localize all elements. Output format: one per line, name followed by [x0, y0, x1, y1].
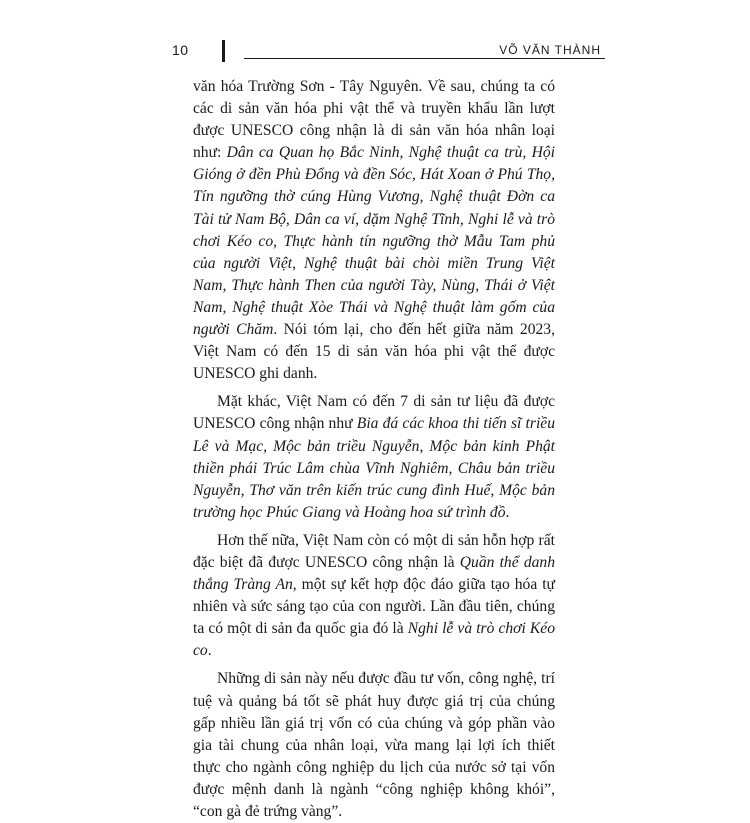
text-segment: Hơn thế nữa, Việt Nam còn có một di sản hỗn hợp rất đặc biệt đã được UNESCO công nhận là [193, 531, 555, 571]
header-rule-line [244, 58, 605, 59]
text-segment: Mặt khác, Việt Nam có đến 7 di sản tư liệu đã được UNESCO công nhận như [193, 393, 555, 433]
italic-segment: Quần thể danh thắng Tràng An [193, 553, 556, 594]
italic-segment: Dân ca Quan họ Bắc Ninh, Nghệ thuật ca trù, Hội Gióng ở đền Phù Đổng và đền Sóc, Hát Xoan ở Phú Thọ, Tín ngưỡng thờ cúng Hùng Vương, Nghệ thuật Đờn ca Tài tử Nam Bộ, Dân ca ví, dặm Nghệ Tĩnh, Nghi lễ và trò chơi Kéo co, Thực hành tín ngưỡng thờ Mẫu Tam phủ của người Việt, Nghệ thuật bài chòi miền Trung Việt Nam, Thực hành Then của người Tày, Nùng, Thái ở Việt Nam, Nghệ thuật Xòe Thái và Nghệ thuật làm gốm của người Chăm [193, 144, 555, 339]
header-divider-bar [222, 40, 225, 62]
author-name: VÕ VĂN THÀNH [493, 43, 601, 57]
text-segment: văn hóa Trường Sơn - Tây Nguyên. Về sau, chúng ta có các di sản văn hóa phi vật thể và truyền khẩu lần lượt được UNESCO công nhận là di sản văn hóa nhân loại như: [193, 78, 555, 162]
text-segment: , một sự kết hợp độc đáo giữa tạo hóa tự nhiên và sức sáng tạo của con người. Lần đầu tiên, chúng ta có một di sản đa quốc gia đó là [193, 576, 555, 638]
page-header [150, 40, 605, 64]
text-segment: . [207, 642, 212, 660]
text-segment: Những di sản này nếu được đầu tư vốn, công nghệ, trí tuệ và quảng bá tốt sẽ phát huy được giá trị của chúng gấp nhiều lần giá trị vốn có của chúng và góp phần vào gia tài chung của nhân loại, vừa mang lại lợi ích thiết thực cho ngành công nghiệp du lịch của nước sở tại vốn được mệnh danh là ngành “công nghiệp không khói”, “con gà đẻ trứng vàng”. [193, 670, 555, 820]
paragraph-4 [193, 668, 555, 823]
paragraph-1 [193, 76, 555, 385]
paragraph-2 [193, 391, 555, 524]
body-text [193, 76, 555, 823]
italic-segment: Bia đá các khoa thi tiến sĩ triều Lê và Mạc, Mộc bản triều Nguyễn, Mộc bản kinh Phật thiền phái Trúc Lâm chùa Vĩnh Nghiêm, Châu bản triều Nguyễn, Thơ văn trên kiến trúc cung đình Huế, Mộc bản trường học Phúc Giang và Hoàng hoa sứ trình đồ [193, 415, 555, 521]
text-segment: . Nói tóm lại, cho đến hết giữa năm 2023, Việt Nam có đến 15 di sản văn hóa phi vật thể được UNESCO ghi danh. [193, 321, 555, 383]
page-number: 10 [172, 42, 189, 58]
paragraph-3 [193, 530, 555, 663]
italic-segment: Nghi lễ và trò chơi Kéo co [193, 620, 556, 660]
text-segment: . [505, 503, 510, 521]
